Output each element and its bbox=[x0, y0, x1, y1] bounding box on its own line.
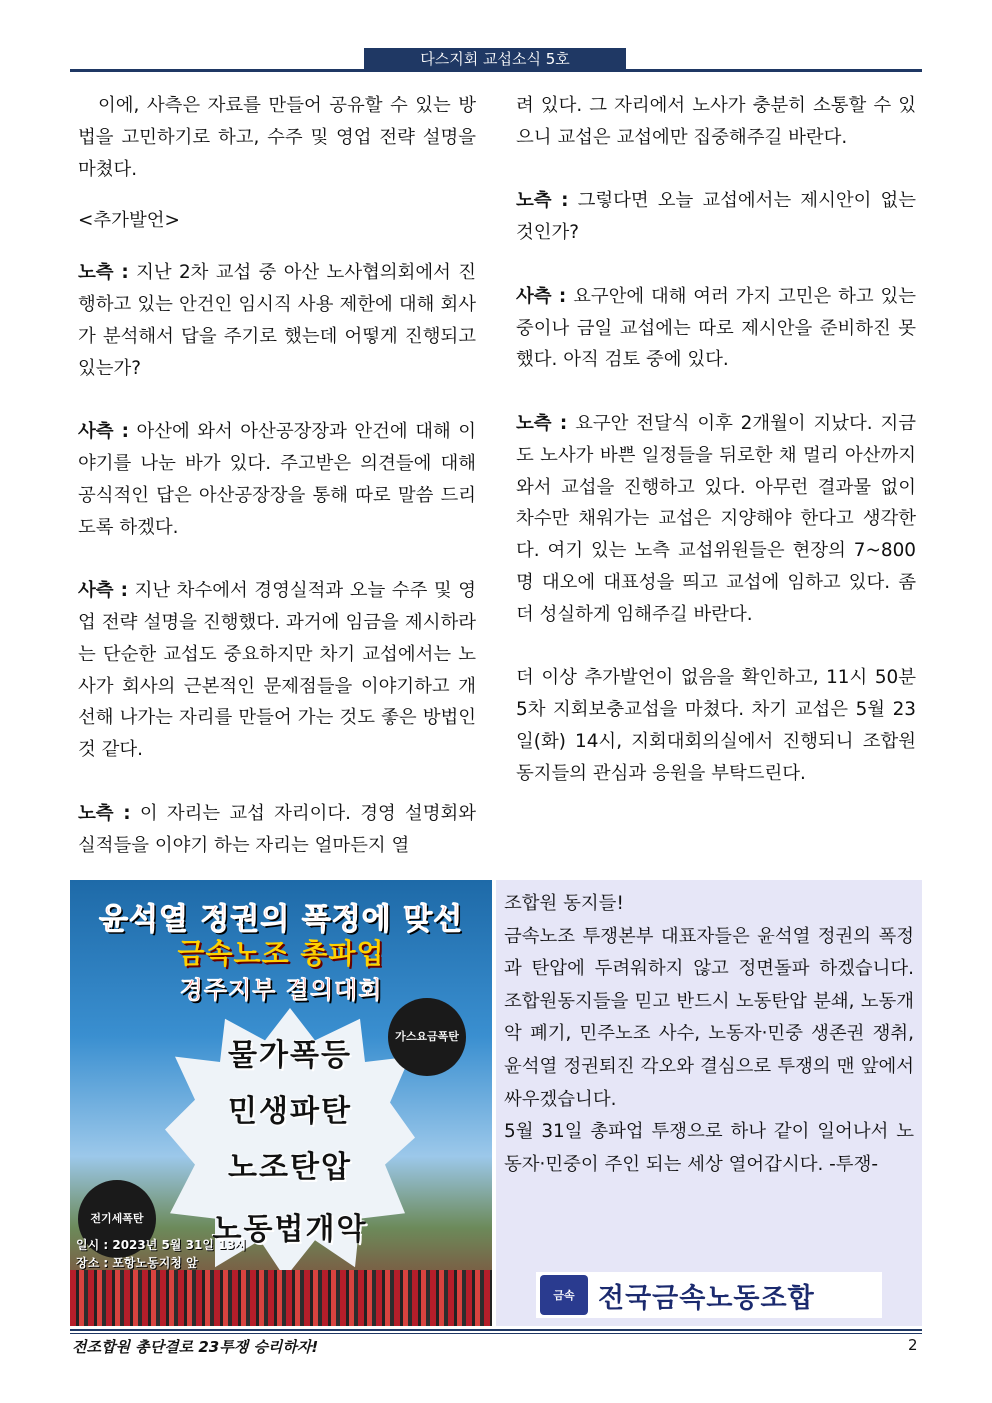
right-column bbox=[516, 90, 916, 790]
statement-text: 지난 차수에서 경영실적과 오늘 수주 및 영업 전략 설명을 진행했다. 과거에 임금을 제시하라는 단순한 교섭도 중요하지만 차기 교섭에서는 노사가 회사의 근본적인 문제점들을 이야기하고 개선해 나가는 자리를 만들어 가는 것도 좋은 방법인 것 같다. bbox=[78, 580, 476, 761]
statement-text: 요구안에 대해 여러 가지 고민은 하고 있는 중이나 금일 교섭에는 따로 제시안을 준비하진 못했다. 아직 검토 중에 있다. bbox=[516, 285, 916, 371]
union-logo bbox=[536, 1272, 882, 1318]
newsletter-title: 다스지회 교섭소식 5호 bbox=[364, 48, 626, 70]
bomb-icon: 가스요금폭탄 bbox=[388, 998, 466, 1076]
union-message-box bbox=[496, 880, 922, 1326]
message-closing: 5월 31일 총파업 투쟁으로 하나 같이 일어나서 노동자·민중이 주인 되는 세상 열어갑시다. -투쟁- bbox=[504, 1121, 914, 1175]
message-body: 금속노조 투쟁본부 대표자들은 윤석열 정권의 폭정과 탄압에 두려워하지 않고 정면돌파 하겠습니다. 조합원동지들을 믿고 반드시 노동탄압 분쇄, 노동개악 폐기, 민주노조 사수, 노동자·민중 생존권 쟁취, 윤석열 정권퇴진 각오와 결심으로 투쟁의 맨 앞에서 싸우겠습니다. bbox=[504, 925, 914, 1110]
rally-crowd-photo bbox=[70, 1270, 492, 1326]
statement-text: 그렇다면 오늘 교섭에서는 제시안이 없는 것인가? bbox=[516, 190, 916, 244]
statement-paragraph bbox=[78, 416, 476, 543]
poster-slogan: 노조탄압 bbox=[228, 1150, 352, 1185]
message-greeting: 조합원 동지들! bbox=[504, 893, 624, 914]
intro-paragraph: 이에, 사측은 자료를 만들어 공유할 수 있는 방법을 고민하기로 하고, 수주 및 영업 전략 설명을 마쳤다. bbox=[78, 95, 476, 180]
left-column bbox=[78, 90, 476, 861]
continued-paragraph: 려 있다. 그 자리에서 노사가 충분히 소통할 수 있으니 교섭은 교섭에만 집중해주길 바란다. bbox=[516, 95, 916, 148]
speaker-label: 사측 : bbox=[78, 580, 129, 602]
poster-slogan: 물가폭등 bbox=[228, 1038, 352, 1073]
statement-paragraph bbox=[516, 281, 916, 376]
speaker-label: 노측 : bbox=[516, 412, 568, 434]
footer-divider-thin bbox=[70, 1333, 922, 1334]
statement-paragraph bbox=[516, 185, 916, 249]
statement-text: 요구안 전달식 이후 2개월이 지났다. 지금도 노사가 바쁜 일정들을 뒤로한 채 멀리 아산까지 와서 교섭을 진행하고 있다. 아무런 결과물 없이 차수만 채워가는 교섭은 지양해야 한다고 생각한다. 여기 있는 노측 교섭위원들은 현장의 7~800명 대오에 대표성을 띄고 교섭에 임하고 있다. 좀 더 성실하게 임해주길 바란다. bbox=[516, 412, 916, 625]
statement-text: 지난 2차 교섭 중 아산 노사협의회에서 진행하고 있는 안건인 임시직 사용 제한에 대해 회사가 분석해서 답을 주기로 했는데 어떻게 진행되고 있는가? bbox=[78, 262, 476, 379]
union-name: 전국금속노동조합 bbox=[598, 1282, 815, 1314]
page-number: 2 bbox=[908, 1336, 918, 1354]
speaker-label: 노측 : bbox=[516, 190, 569, 212]
poster-slogan: 노동법개악 bbox=[212, 1212, 368, 1247]
bomb-icon: 전기세폭탄 bbox=[78, 1180, 156, 1258]
closing-paragraph: 더 이상 추가발언이 없음을 확인하고, 11시 50분 5차 지회보충교섭을 마쳤다. 차기 교섭은 5월 23일(화) 14시, 지회대회의실에서 진행되니 조합원동지들의 관심과 응원을 부탁드린다. bbox=[516, 667, 916, 784]
footer-slogan: 전조합원 총단결로 23투쟁 승리하자! bbox=[72, 1338, 319, 1356]
speaker-label: 사측 : bbox=[78, 421, 129, 443]
poster-slogan: 민생파탄 bbox=[228, 1094, 352, 1129]
strike-rally-poster bbox=[70, 880, 492, 1326]
statement-paragraph bbox=[78, 798, 476, 862]
poster-title-line2: 금속노조 총파업 bbox=[177, 937, 385, 970]
poster-date: 일시 : 2023년 5월 31일 13시 bbox=[76, 1238, 247, 1252]
poster-title-line3: 경주지부 결의대회 bbox=[179, 976, 383, 1004]
speaker-label: 노측 : bbox=[78, 262, 129, 284]
footer-divider bbox=[70, 1329, 922, 1331]
statement-paragraph bbox=[78, 575, 476, 766]
speaker-label: 사측 : bbox=[516, 285, 567, 307]
statement-text: 아산에 와서 아산공장장과 안건에 대해 이야기를 나눈 바가 있다. 주고받은 의견들에 대해 공식적인 답은 아산공장장을 통해 따로 말씀 드리도록 하겠다. bbox=[78, 421, 476, 538]
statement-paragraph bbox=[78, 257, 476, 384]
poster-title-line1: 윤석열 정권의 폭정에 맞선 bbox=[98, 902, 464, 937]
section-label: <추가발언> bbox=[78, 210, 180, 232]
union-message bbox=[504, 888, 914, 1181]
statement-paragraph bbox=[516, 408, 916, 631]
union-emblem-icon: 금속 bbox=[540, 1275, 588, 1315]
header-divider bbox=[70, 69, 922, 72]
poster-place: 장소 : 포항노동지청 앞 bbox=[76, 1256, 198, 1270]
statement-text: 이 자리는 교섭 자리이다. 경영 설명회와 실적들을 이야기 하는 자리는 얼마든지 열 bbox=[78, 802, 476, 856]
speaker-label: 노측 : bbox=[78, 802, 131, 824]
